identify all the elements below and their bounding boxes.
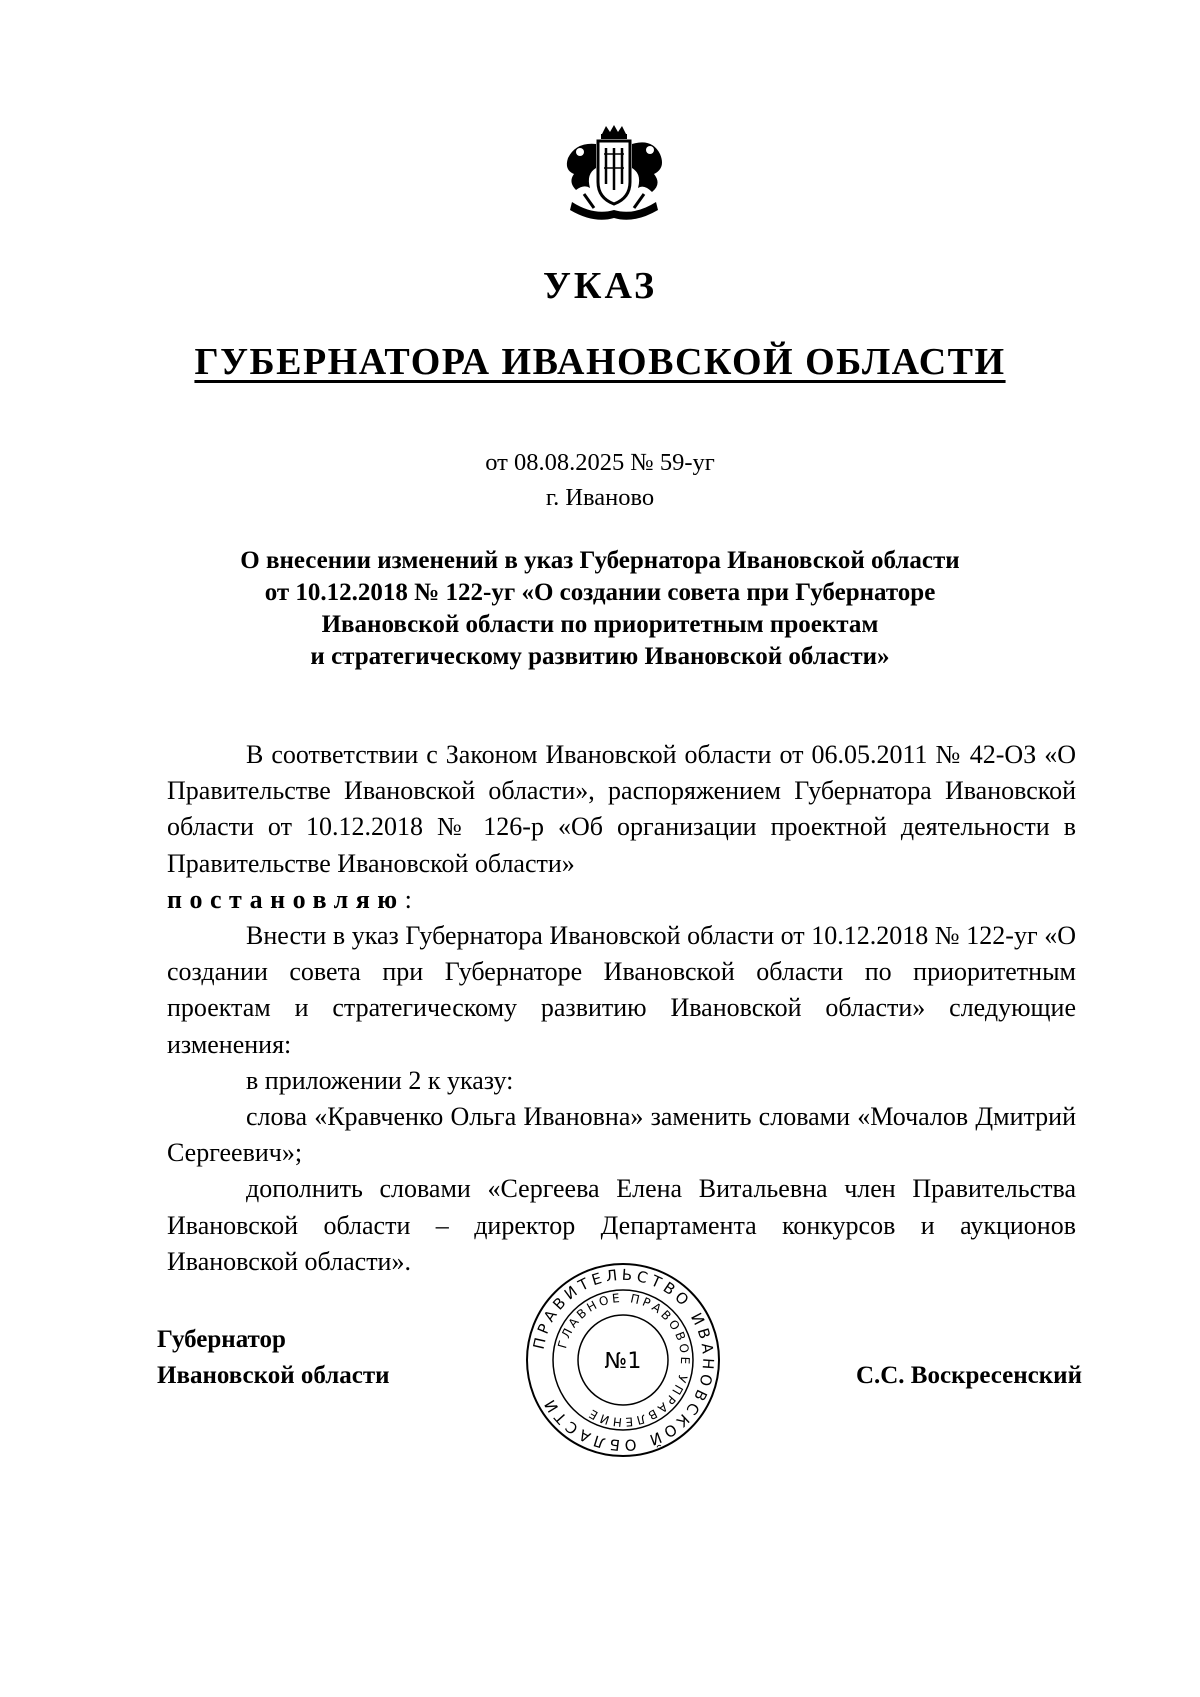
replace-paragraph: слова «Кравченко Ольга Ивановна» заменить словами «Мочалов Дмитрий Сергеевич»; bbox=[167, 1102, 1076, 1168]
official-seal bbox=[523, 1260, 723, 1460]
document-city: г. Иваново bbox=[545, 484, 655, 511]
amendment-paragraph: Внести в указ Губернатора Ивановской области от 10.12.2018 № 122-уг «О создании совета при Губернаторе Ивановской области по приоритетным проектам и стратегическому развитию Ивановской области» следующие изменения: bbox=[167, 921, 1076, 1059]
decree-colon: : bbox=[404, 884, 412, 914]
document-date-number: от 08.08.2025 № 59-уг bbox=[485, 449, 715, 476]
subject-line: и стратегическому развитию Ивановской области» bbox=[310, 643, 890, 670]
appendix-paragraph: в приложении 2 к указу: bbox=[246, 1065, 514, 1095]
seal-number: №1 bbox=[604, 1349, 642, 1374]
signatory-name: С.С. Воскресенский bbox=[855, 1362, 1082, 1389]
seal-inner-text: ГЛАВНОЕ ПРАВОВОЕ УПРАВЛЕНИЕ bbox=[555, 1290, 693, 1430]
decree-word: постановляю bbox=[167, 884, 405, 914]
issuer-heading bbox=[0, 340, 1200, 384]
addition-paragraph: дополнить словами «Сергеева Елена Витальевна член Правительства Ивановской области – директор Департамента конкурсов и аукционов Ивановской области». bbox=[167, 1174, 1076, 1276]
seal-ring-text: ПРАВИТЕЛЬСТВО ИВАНОВСКОЙ ОБЛАСТИ bbox=[529, 1265, 718, 1455]
signatory-title-line: Ивановской области bbox=[157, 1362, 390, 1389]
decree-line bbox=[167, 882, 1076, 918]
subject-line: от 10.12.2018 № 122-уг «О создании совета при Губернаторе bbox=[264, 579, 936, 606]
issuer-heading-text: ГУБЕРНАТОРА ИВАНОВСКОЙ ОБЛАСТИ bbox=[194, 341, 1006, 383]
document-subject bbox=[150, 545, 1050, 673]
signatory-title bbox=[157, 1322, 390, 1394]
subject-line: О внесении изменений в указ Губернатора Ивановской области bbox=[240, 547, 960, 574]
document-type-heading: УКАЗ bbox=[543, 265, 657, 307]
subject-line: Ивановской области по приоритетным проектам bbox=[321, 611, 879, 638]
preamble-paragraph: В соответствии с Законом Ивановской области от 06.05.2011 № 42-ОЗ «О Правительстве Ивановской области», распоряжением Губернатора Ивановской области от 10.12.2018 № 126-р «Об организации проектной деятельности в Правительстве Ивановской области» bbox=[167, 740, 1076, 878]
document-body bbox=[167, 737, 1076, 1280]
signatory-title-line: Губернатор bbox=[157, 1326, 286, 1353]
coat-of-arms-icon bbox=[554, 124, 674, 224]
